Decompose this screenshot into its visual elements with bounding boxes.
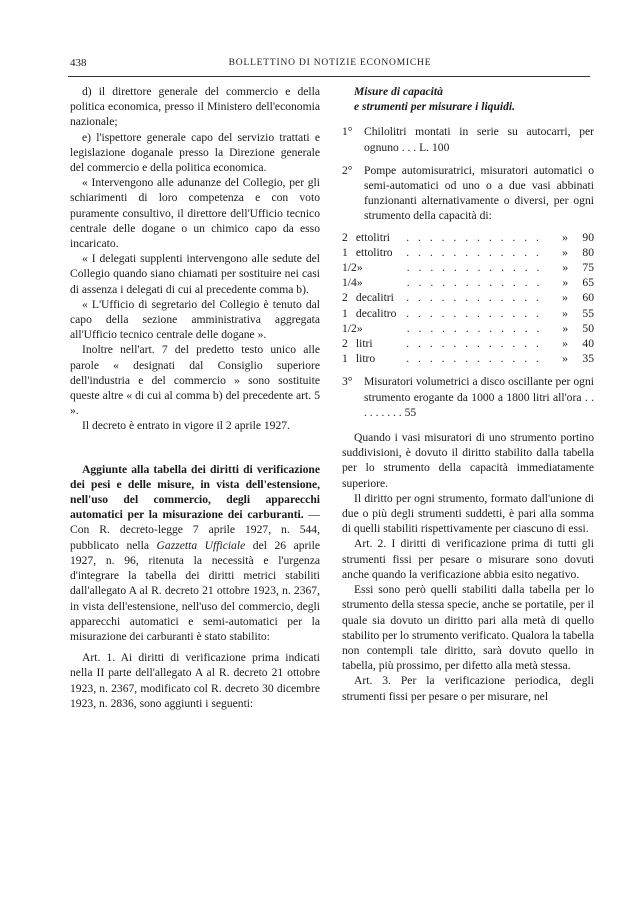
page-number: 438: [70, 57, 87, 69]
paragraph: « L'Ufficio di segretario del Collegio è tenuto dal capo della sezione amministrativa aggregata all'Ufficio tecnico centrale delle dogane ».: [70, 297, 320, 342]
price: 80: [582, 245, 594, 259]
price: 75: [582, 261, 595, 275]
paragraph: Art. 1. Ai diritti di verificazione prima indicati nella II parte dell'allegato A al R. decreto 21 ottobre 1923, n. 2367, modificato col R. decreto 30 dicembre 1923, n. 2836, sono aggiunti i seguenti:: [70, 651, 320, 710]
paragraph: « I delegati supplenti intervengono alle sedute del Collegio quando siano chiamati per sostituire nei casi di assenza i delegati di cui al precedente comma b).: [70, 252, 320, 296]
unit: ettolitro: [355, 245, 393, 259]
running-title: BOLLETTINO DI NOTIZIE ECONOMICHE: [228, 58, 432, 68]
ditto-mark: »: [562, 261, 569, 275]
leader-dots: . . . . . . . . . . . .: [406, 321, 543, 335]
qty: 2: [342, 291, 348, 305]
ditto-mark: »: [562, 230, 568, 244]
unit: »: [356, 276, 363, 290]
text-run: — Con R. decreto-legge 7 aprile 1927, n. 544, pubblicato nella: [70, 508, 320, 552]
paragraph: Quando i vasi misuratori di uno strumento portino suddivisioni, è dovuto il diritto stabilito dalla tabella per lo strumento della capacità immediatamente superiore.: [342, 431, 594, 490]
leader-dots: . . .: [401, 140, 417, 154]
ditto-mark: »: [562, 337, 568, 351]
paragraph: Art. 2. I diritti di verificazione prima di tutti gli strumenti fissi per pesare o misurare sono dovuti anche quando la verificazione abbia esito negativo.: [342, 537, 594, 581]
ditto-mark: »: [562, 245, 568, 259]
tariff-item: [342, 163, 594, 224]
section-title: Misure di capacità: [354, 85, 443, 98]
table-row: [342, 321, 594, 336]
leader-dots: . . . . . . . . . . . .: [406, 306, 542, 320]
section-subtitle: e strumenti per misurare i liquidi.: [354, 100, 516, 114]
leader-dots: . . . . . . . . . . . .: [406, 291, 542, 305]
paragraph: e) l'ispettore generale capo del servizio trattati e legislazione doganale presso la Direzione generale del commercio e della politica economica.: [70, 130, 320, 175]
paragraph: Art. 3. Per la verificazione periodica, degli strumenti fissi per pesare o per misurare, nel: [342, 674, 594, 703]
qty: 1: [342, 245, 348, 259]
qty: 1: [342, 306, 348, 320]
qty: 1/2: [342, 321, 357, 335]
item-price: 55: [404, 405, 417, 419]
qty: 2: [342, 230, 348, 244]
unit: ettolitri: [355, 230, 391, 244]
paragraph: Inoltre nell'art. 7 del predetto testo unico alle parole « designati dal Consiglio superiore dell'industria e del commercio » sono sostituite queste altre « di cui al comma b) del precedente art. 5 ».: [70, 343, 320, 418]
ditto-mark: »: [562, 291, 568, 305]
paragraph: Il diritto per ogni strumento, formato dall'unione di due o più degli strumenti suddetti, è pari alla somma di quelli stabiliti rispettivamente per ciascuno di essi.: [342, 491, 594, 536]
table-row: [342, 245, 594, 260]
price: 90: [582, 230, 594, 244]
qty: 1/2: [342, 261, 357, 275]
unit: litri: [355, 337, 373, 351]
unit: litro: [355, 352, 376, 366]
header-rule: [68, 76, 590, 77]
paragraph: Il decreto è entrato in vigore il 2 aprile 1927.: [82, 419, 290, 433]
ditto-mark: »: [562, 306, 568, 320]
item-text: Pompe automisuratrici, misuratori automatici o semi-automatici od uno o a due vasi abbinati funzionanti alternativamente o diversi, per ogni strumento della capacità di:: [364, 163, 594, 223]
item-number: 2°: [342, 163, 353, 177]
table-row: [342, 290, 594, 305]
right-column: [342, 84, 594, 704]
item-price: 100: [431, 140, 450, 154]
unit: »: [356, 261, 363, 275]
running-header: [70, 57, 590, 71]
ditto-mark: »: [562, 276, 569, 290]
price: 35: [582, 352, 594, 366]
leader-dots: . . . . . . . . . . . .: [406, 276, 543, 290]
unit: »: [356, 321, 363, 335]
unit: decalitro: [355, 306, 397, 320]
ditto-mark: »: [562, 321, 569, 335]
item-number: 1°: [342, 125, 353, 139]
table-row: [342, 230, 594, 245]
unit: decalitri: [355, 291, 394, 305]
item-number: 3°: [342, 375, 353, 389]
item-text: Misuratori volumetrici a disco oscillante per ogni strumento erogante da 1000 a 1800 litri all'ora: [364, 375, 594, 404]
tariff-item: [342, 374, 594, 420]
item-text: Chilolitri montati in serie su autocarri, per ognuno: [364, 125, 594, 154]
paragraph: « Intervengono alle adunanze del Collegio, per gli schiarimenti di loro competenza e con voto puramente consultivo, il direttore dell'Ufficio tecnico centrale delle dogane o un chimico capo da esso incaricato.: [70, 176, 320, 251]
price: 55: [582, 306, 594, 320]
ditto-mark: »: [562, 352, 568, 366]
section-heading: Aggiunte alla tabella dei diritti di verificazione dei pesi e delle misure, in vista dell'estensione, nell'uso del commercio, degli apparecchi automatici per la misurazione dei carburanti.: [70, 462, 320, 522]
text-run: del 26 aprile 1927, n. 96, ritenuta la necessità e l'urgenza d'integrare la tabella dei diritti metrici stabiliti dall'allegato A al R. decreto 21 ottobre 1923, n. 2367, in vista dell'estensione, nell'uso del commercio, degli apparecchi automatici e semi-automatici per la misurazione dei carburanti è stato stabilito:: [70, 538, 320, 643]
left-column: [70, 84, 320, 711]
table-row: [342, 260, 594, 275]
currency-mark: L.: [419, 140, 430, 154]
paragraph: d) il direttore generale del commercio e della politica economica, presso il Ministero dell'economia nazionale;: [70, 85, 320, 129]
leader-dots: . . . . . . . . . . . .: [406, 337, 542, 351]
capacity-table: [342, 230, 594, 367]
leader-dots: . . . . . . . . . . . .: [406, 261, 543, 275]
qty: 1: [342, 352, 348, 366]
qty: 1/4: [342, 276, 357, 290]
table-row: [342, 275, 594, 290]
gazette-name: Gazzetta Ufficiale: [156, 538, 246, 552]
tariff-item: [342, 124, 594, 154]
table-row: [342, 351, 594, 366]
section-paragraph: [70, 462, 320, 644]
table-row: [342, 336, 594, 351]
leader-dots: . . . . . . . . . . . .: [406, 230, 542, 244]
price: 50: [582, 321, 595, 335]
price: 60: [582, 291, 594, 305]
leader-dots: . . . . . . . . .: [364, 390, 594, 419]
leader-dots: . . . . . . . . . . . .: [406, 352, 542, 366]
table-row: [342, 306, 594, 321]
paragraph: Essi sono però quelli stabiliti dalla tabella per lo strumento della stessa specie, anche se portatile, per il quale sia dovuto un diritto pari alla metà di quello stabilito per lo strumento verificato. Qualora la tabella non contempli tale diritto, sarà dovuto quello in tabella, più prossimo, per difetto alla metà stessa.: [342, 583, 594, 673]
price: 40: [582, 337, 594, 351]
qty: 2: [342, 337, 348, 351]
leader-dots: . . . . . . . . . . . .: [406, 245, 542, 259]
price: 65: [582, 276, 595, 290]
